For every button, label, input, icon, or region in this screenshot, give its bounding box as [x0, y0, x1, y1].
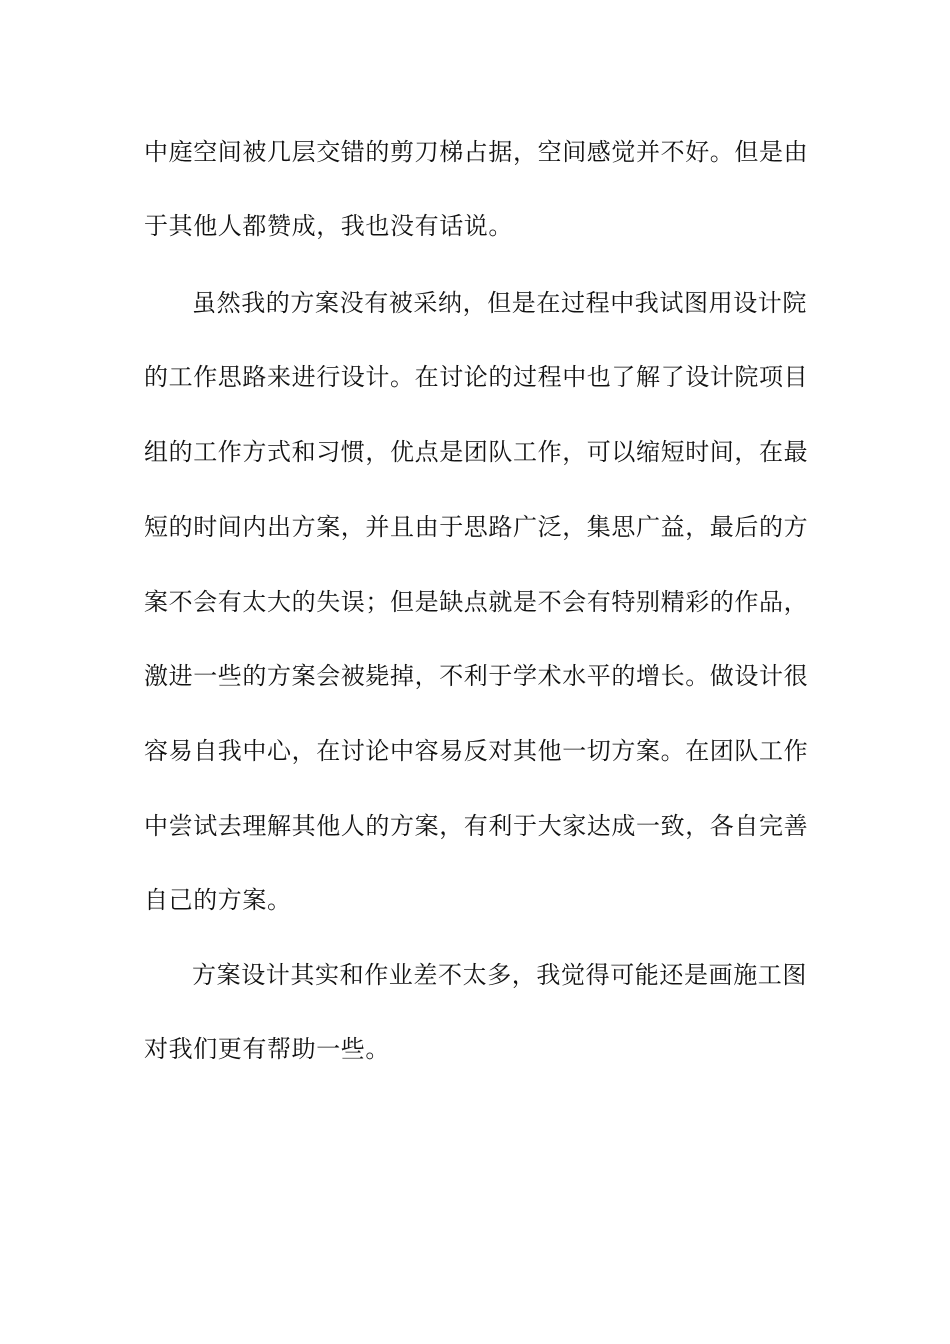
paragraph-3-line-1: 方案设计其实和作业差不太多，我觉得可能还是画施工图 — [192, 961, 807, 989]
paragraph-2-line-6: 激进一些的方案会被毙掉，不利于学术水平的增长。做设计很 — [144, 662, 809, 690]
paragraph-3-line-2: 对我们更有帮助一些。 — [144, 1035, 390, 1063]
paragraph-2-line-1: 虽然我的方案没有被采纳，但是在过程中我试图用设计院 — [192, 289, 807, 317]
paragraph-2-line-5: 案不会有太大的失误；但是缺点就是不会有特别精彩的作品， — [144, 588, 809, 616]
paragraph-2-line-7: 容易自我中心，在讨论中容易反对其他一切方案。在团队工作 — [144, 737, 809, 765]
paragraph-2-line-3: 组的工作方式和习惯，优点是团队工作，可以缩短时间，在最 — [144, 438, 809, 466]
paragraph-2-line-2: 的工作思路来进行设计。在讨论的过程中也了解了设计院项目 — [144, 363, 809, 391]
paragraph-2-line-9: 自己的方案。 — [144, 886, 292, 914]
paragraph-2-line-4: 短的时间内出方案，并且由于思路广泛，集思广益，最后的方 — [144, 513, 809, 541]
paragraph-1-line-2: 于其他人都赞成，我也没有话说。 — [144, 212, 513, 240]
paragraph-1-line-1: 中庭空间被几层交错的剪刀梯占据，空间感觉并不好。但是由 — [144, 138, 809, 166]
paragraph-2-line-8: 中尝试去理解其他人的方案，有利于大家达成一致，各自完善 — [144, 812, 809, 840]
